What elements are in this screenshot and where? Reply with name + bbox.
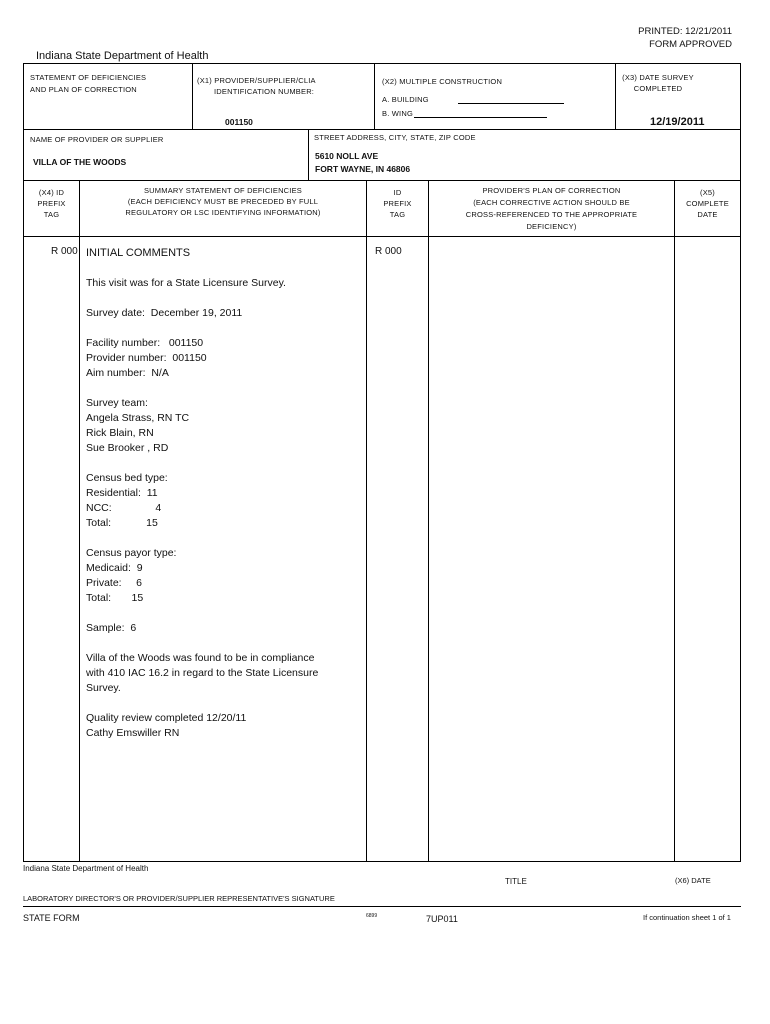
entry-paragraph xyxy=(86,546,364,606)
continuation-sheet: If continuation sheet 1 of 1 xyxy=(643,913,731,922)
entry-line: Sue Brooker , RD xyxy=(86,442,169,454)
entry-paragraph xyxy=(86,396,364,456)
form-approved: FORM APPROVED xyxy=(649,39,732,50)
x5-line-1: (X5) xyxy=(700,188,715,197)
plan-line-2: (EACH CORRECTIVE ACTION SHOULD BE xyxy=(473,198,630,207)
summary-header xyxy=(80,185,366,218)
plan-line-4: DEFICIENCY) xyxy=(526,222,577,231)
entry-line: Survey. xyxy=(86,682,121,694)
entry-line: Quality review completed 12/20/11 xyxy=(86,712,247,724)
x5-header xyxy=(675,187,740,220)
entry-line: This visit was for a State Licensure Survey. xyxy=(86,277,286,289)
statement-line-1: STATEMENT OF DEFICIENCIES xyxy=(30,73,147,82)
entry-line: Provider number: 001150 xyxy=(86,352,207,364)
entry-paragraph xyxy=(86,336,364,381)
entry-line: Angela Strass, RN TC xyxy=(86,412,190,424)
x5-line-2: COMPLETE xyxy=(686,199,729,208)
tag-right: R 000 xyxy=(375,246,402,257)
entry-line: Census bed type: xyxy=(86,472,168,484)
paragraph-gap xyxy=(86,606,364,621)
paragraph-gap xyxy=(86,321,364,336)
entry-line: Villa of the Woods was found to be in compliance xyxy=(86,652,315,664)
entry-line: NCC: 4 xyxy=(86,502,162,514)
entry-line: Facility number: 001150 xyxy=(86,337,204,349)
footer-agency: Indiana State Department of Health xyxy=(23,864,149,873)
paragraph-gap xyxy=(86,381,364,396)
x2-building: A. BUILDING xyxy=(382,95,429,104)
form-code: 7UP011 xyxy=(426,914,458,924)
entry-line: Medicaid: 9 xyxy=(86,562,143,574)
id-header xyxy=(367,187,428,220)
state-form: STATE FORM xyxy=(23,913,80,923)
x4-line-1: (X4) ID xyxy=(38,188,65,197)
paragraph-gap xyxy=(86,531,364,546)
paragraph-gap xyxy=(86,696,364,711)
entry-paragraph xyxy=(86,276,364,291)
address-line-2: FORT WAYNE, IN 46806 xyxy=(315,164,411,174)
tag-left: R 000 xyxy=(51,246,78,257)
printed-date: PRINTED: 12/21/2011 xyxy=(638,26,732,37)
entry-line: Sample: 6 xyxy=(86,622,137,634)
entry-paragraph xyxy=(86,306,364,321)
entry-line: Total: 15 xyxy=(86,592,144,604)
agency-name: Indiana State Department of Health xyxy=(36,50,209,62)
entry-line: Aim number: N/A xyxy=(86,367,169,379)
plan-header xyxy=(429,185,674,233)
address-line-1: 5610 NOLL AVE xyxy=(315,151,379,161)
entry-paragraph xyxy=(86,651,364,696)
id-line-2: PREFIX xyxy=(383,199,412,208)
x3-value: 12/19/2011 xyxy=(650,116,705,128)
entry-line: with 410 IAC 16.2 in regard to the State Licensure xyxy=(86,667,319,679)
statement-label xyxy=(30,72,146,96)
x1-value: 001150 xyxy=(225,117,253,127)
entry-line: Total: 15 xyxy=(86,517,158,529)
x1-label xyxy=(197,75,316,97)
entry-line: Private: 6 xyxy=(86,577,143,589)
provider-name: VILLA OF THE WOODS xyxy=(33,157,127,167)
x1-line-1: (X1) PROVIDER/SUPPLIER/CLIA xyxy=(197,76,316,85)
address-label: STREET ADDRESS, CITY, STATE, ZIP CODE xyxy=(314,133,476,142)
id-line-1: ID xyxy=(393,188,402,197)
provider-label: NAME OF PROVIDER OR SUPPLIER xyxy=(30,135,164,144)
entry-line: Cathy Emswiller RN xyxy=(86,727,180,739)
paragraph-gap xyxy=(86,291,364,306)
entry-body xyxy=(86,276,364,741)
plan-line-3: CROSS-REFERENCED TO THE APPROPRIATE xyxy=(465,210,638,219)
summary-line-3: REGULATORY OR LSC IDENTIFYING INFORMATION) xyxy=(125,208,321,217)
footer-x6-date: (X6) DATE xyxy=(675,876,711,885)
x2-label: (X2) MULTIPLE CONSTRUCTION xyxy=(382,77,503,86)
summary-line-2: (EACH DEFICIENCY MUST BE PRECEDED BY FULL xyxy=(127,197,319,206)
entry-paragraph xyxy=(86,471,364,531)
id-line-3: TAG xyxy=(389,210,406,219)
x4-header xyxy=(24,187,79,220)
x3-line-1: (X3) DATE SURVEY xyxy=(622,73,694,82)
summary-line-1: SUMMARY STATEMENT OF DEFICIENCIES xyxy=(143,186,302,195)
entry-line: Survey team: xyxy=(86,397,148,409)
address xyxy=(315,150,410,176)
signature-label: LABORATORY DIRECTOR'S OR PROVIDER/SUPPLIER REPRESENTATIVE'S SIGNATURE xyxy=(23,894,335,903)
entry-paragraph xyxy=(86,711,364,741)
entry-line: Survey date: December 19, 2011 xyxy=(86,307,243,319)
x3-label xyxy=(616,72,700,94)
paragraph-gap xyxy=(86,636,364,651)
x2-wing: B. WING xyxy=(382,109,413,118)
form-number: 6899 xyxy=(366,913,378,919)
x4-line-2: PREFIX xyxy=(37,199,66,208)
print-info xyxy=(638,25,732,51)
x1-line-2: IDENTIFICATION NUMBER: xyxy=(214,87,315,96)
entry-line: Residential: 11 xyxy=(86,487,158,499)
entry-title: INITIAL COMMENTS xyxy=(86,247,191,259)
statement-line-2: AND PLAN OF CORRECTION xyxy=(30,85,137,94)
x5-line-3: DATE xyxy=(697,210,718,219)
plan-line-1: PROVIDER'S PLAN OF CORRECTION xyxy=(482,186,621,195)
x4-line-3: TAG xyxy=(43,210,60,219)
x3-line-2: COMPLETED xyxy=(633,84,683,93)
paragraph-gap xyxy=(86,456,364,471)
entry-line: Rick Blain, RN xyxy=(86,427,154,439)
entry-paragraph xyxy=(86,621,364,636)
entry-line: Census payor type: xyxy=(86,547,177,559)
footer-title: TITLE xyxy=(505,877,527,886)
